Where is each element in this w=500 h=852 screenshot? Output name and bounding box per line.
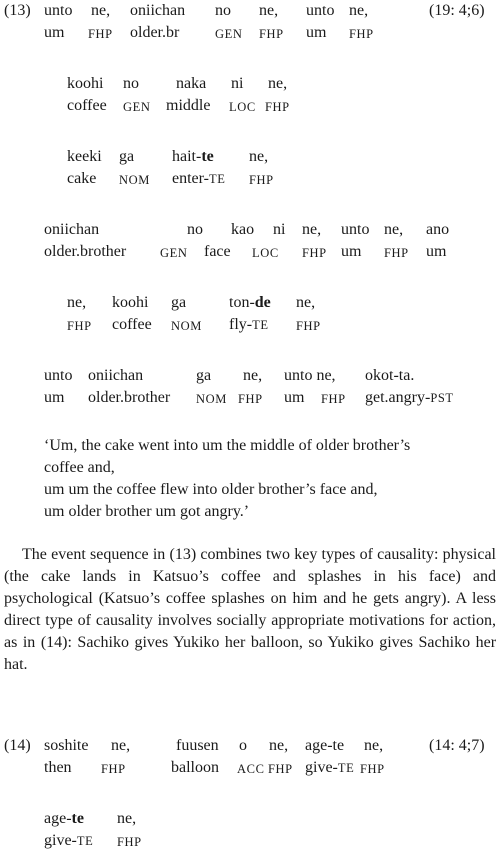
gloss-abbrev: FHP: [259, 27, 284, 41]
morpheme: get.angry-: [365, 389, 431, 406]
paragraph-line: splashes in his face) and psychological (Katsuo’s coffee splashes: [4, 568, 497, 607]
gloss-abbrev: FHP: [268, 762, 293, 776]
object-word: oniichan: [130, 2, 186, 19]
gloss-word: um: [44, 24, 65, 41]
gloss-abbrev: TE: [252, 318, 269, 332]
example-reference: (14: 4;7): [429, 737, 485, 754]
paragraph-line: Sachiko her hat.: [4, 634, 497, 673]
bold-morpheme: te: [71, 810, 84, 827]
object-word: ne,: [268, 75, 288, 92]
gloss-abbrev: NOM: [171, 319, 202, 333]
gloss-abbrev: FHP: [349, 27, 374, 41]
object-word: ne,: [259, 2, 279, 19]
gloss-abbrev: NOM: [119, 173, 150, 187]
gloss-word: um: [341, 243, 362, 260]
gloss-word: cake: [67, 170, 97, 187]
morpheme: ton-: [229, 294, 255, 311]
gloss-word: [44, 833, 93, 849]
object-word: ano: [426, 221, 450, 238]
morpheme: hait-: [172, 148, 202, 165]
gloss-abbrev: PST: [430, 391, 454, 405]
gloss-abbrev: FHP: [238, 392, 263, 406]
example-number: (13): [4, 2, 31, 19]
gloss-word: older.br: [130, 24, 180, 41]
object-word: o: [239, 737, 247, 754]
gloss-abbrev: LOC: [229, 100, 256, 114]
gloss-abbrev: LOC: [252, 246, 279, 260]
object-word: kao: [231, 221, 255, 238]
object-word: no: [187, 221, 203, 238]
gloss-abbrev: GEN: [123, 100, 151, 114]
gloss-word: [172, 171, 225, 187]
gloss-abbrev: FHP: [265, 100, 290, 114]
morpheme: fly-: [229, 316, 253, 333]
gloss-abbrev: FHP: [249, 173, 274, 187]
object-word: ne,: [349, 2, 369, 19]
gloss-word: older.brother: [44, 243, 127, 260]
gloss-abbrev: FHP: [296, 319, 321, 333]
object-word: keeki: [67, 148, 102, 165]
object-word: ne,: [111, 737, 131, 754]
bold-morpheme: de: [254, 294, 271, 311]
object-word: oniichan: [88, 367, 144, 384]
morpheme: age-: [44, 810, 72, 827]
gloss-word: balloon: [171, 759, 219, 776]
translation-line: um older brother um got angry.’: [44, 503, 250, 520]
gloss-word: um: [426, 243, 447, 260]
gloss-word: coffee: [112, 316, 152, 333]
morpheme: give-: [44, 832, 77, 849]
gloss-word: um: [284, 389, 305, 406]
object-word: oniichan: [44, 221, 100, 238]
gloss-abbrev: FHP: [321, 392, 346, 406]
gloss-word: um: [306, 24, 327, 41]
gloss-word: then: [44, 759, 72, 776]
paragraph-line: involves socially appropriate motivations for action, as in: [4, 612, 497, 651]
object-word: unto ne,: [284, 367, 336, 384]
body-paragraph: [4, 544, 496, 698]
object-word: [172, 149, 214, 165]
object-word: ne,: [249, 148, 269, 165]
object-word: no: [123, 75, 139, 92]
object-word: ne,: [269, 737, 289, 754]
gloss-abbrev: GEN: [160, 246, 188, 260]
gloss-abbrev: TE: [208, 172, 226, 186]
gloss-abbrev: FHP: [117, 835, 142, 849]
gloss-abbrev: ACC: [237, 762, 265, 776]
object-word: [229, 295, 271, 311]
gloss-word: older.brother: [88, 389, 171, 406]
object-word: ne,: [384, 221, 404, 238]
morpheme: give-: [305, 759, 338, 776]
gloss-word: coffee: [67, 97, 107, 114]
object-word: age-te: [305, 737, 345, 754]
gloss-word: um: [44, 389, 65, 406]
object-word: naka: [176, 75, 207, 92]
object-word: ga: [171, 294, 187, 311]
gloss-abbrev: TE: [76, 834, 94, 848]
object-word: ne,: [364, 737, 384, 754]
object-word: ne,: [296, 294, 316, 311]
paragraph-line: (14): Sachiko gives Yukiko her balloon, so Yukiko gives: [40, 634, 414, 651]
gloss-abbrev: FHP: [101, 762, 126, 776]
free-translation: [44, 435, 410, 523]
gloss-word: [305, 760, 354, 776]
object-word: ga: [119, 148, 135, 165]
object-word: koohi: [112, 294, 149, 311]
gloss-abbrev: FHP: [302, 246, 327, 260]
object-word: ne,: [117, 810, 137, 827]
object-word: [44, 811, 84, 827]
gloss-abbrev: FHP: [384, 246, 409, 260]
paragraph-line: on him and he gets angry). A less direct type of causality: [4, 590, 497, 629]
example-number: (14): [4, 737, 31, 754]
gloss-word: [365, 390, 454, 406]
translation-line: coffee and,: [44, 459, 115, 476]
paragraph-line: causality: physical (the cake lands in Katsuo’s coffee and: [4, 546, 496, 585]
object-word: fuusen: [176, 737, 219, 754]
gloss-word: face: [204, 243, 231, 260]
object-word: okot-ta.: [365, 367, 415, 384]
example-reference: (19: 4;6): [429, 2, 485, 19]
gloss-abbrev: GEN: [215, 27, 243, 41]
object-word: ne,: [67, 294, 87, 311]
object-word: ne,: [243, 367, 263, 384]
paragraph-line: The event sequence in (13) combines two key types of: [22, 546, 373, 563]
object-word: ni: [273, 221, 286, 238]
object-word: ga: [196, 367, 212, 384]
object-word: ne,: [302, 221, 322, 238]
object-word: unto: [341, 221, 370, 238]
translation-line: um um the coffee flew into older brother’s face and,: [44, 481, 378, 498]
gloss-abbrev: NOM: [196, 392, 227, 406]
gloss-abbrev: TE: [337, 761, 355, 775]
gloss-word: middle: [166, 97, 211, 114]
object-word: soshite: [44, 737, 89, 754]
object-word: unto: [44, 367, 73, 384]
morpheme: enter-: [172, 170, 209, 187]
object-word: ni: [231, 75, 244, 92]
object-word: ne,: [91, 2, 111, 19]
gloss-abbrev: FHP: [360, 762, 385, 776]
bold-morpheme: te: [201, 148, 214, 165]
gloss-abbrev: FHP: [88, 27, 113, 41]
gloss-word: [229, 317, 269, 333]
object-word: koohi: [67, 75, 104, 92]
object-word: unto: [306, 2, 335, 19]
gloss-abbrev: FHP: [67, 319, 92, 333]
object-word: no: [215, 2, 231, 19]
object-word: unto: [44, 2, 73, 19]
translation-line: ‘Um, the cake went into um the middle of older brother’s: [44, 437, 411, 454]
